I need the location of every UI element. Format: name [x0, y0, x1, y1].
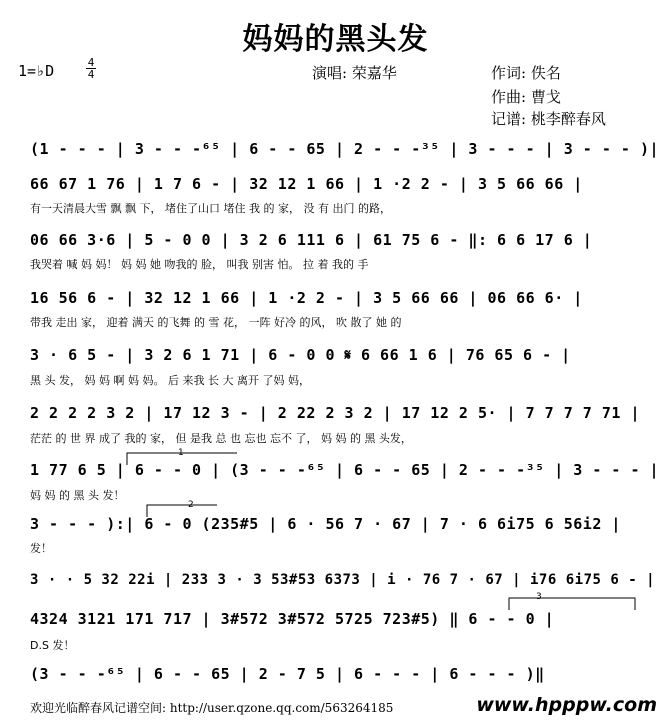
- time-signature-bottom: 4: [87, 68, 95, 81]
- lyrics-row-8: 发！: [30, 542, 52, 555]
- lyrics-row-10: D.S 发！: [30, 639, 75, 652]
- time-signature: [86, 57, 96, 80]
- notation-row-7: 1 77 6 5 | 6 - - 0 | (3 - - -⁶⁵ | 6 - - 65 | 2 - - -³⁵ | 3 - - - |: [30, 461, 660, 479]
- lyrics-row-3: 我哭着 喊 妈 妈！ 妈 妈 她 吻我的 脸， 叫我 别害 怕。 拉 着 我的 手: [30, 258, 369, 271]
- notation-row-5: 3 · 6 5 - | 3 2 6 1 71 | 6 - 0 0 𝄋 6 66 1 6 | 76 65 6 - |: [30, 346, 571, 364]
- lyrics-row-2: 有一天清晨大雪 飘 飘 下， 堵住了山口 堵住 我 的 家， 没 有 出门 的路，: [30, 202, 391, 215]
- lyrics-row-7: 妈 妈 的 黑 头 发！: [30, 489, 125, 502]
- lyrics-row-4: 带我 走出 家， 迎着 满天 的飞舞 的 雪 花， 一阵 好冷 的风， 吹 散了 她 的: [30, 316, 402, 329]
- notation-row-3: 06 66 3·6 | 5 - 0 0 | 3 2 6 111 6 | 61 75 6 - ‖: 6 6 17 6 |: [30, 231, 593, 249]
- key-signature: 1=♭D: [18, 62, 55, 80]
- notation-row-2: 66 67 1 76 | 1 7 6 - | 32 12 1 66 | 1 ·2 2 - | 3 5 66 66 |: [30, 175, 583, 193]
- notation-row-4: 16 56 6 - | 32 12 1 66 | 1 ·2 2 - | 3 5 66 66 | 06 66 6· |: [30, 289, 583, 307]
- notation-row-6: 2 2 2 2 3 2 | 17 12 3 - | 2 22 2 3 2 | 17 12 2 5· | 7 7 7 7 71 |: [30, 404, 640, 422]
- time-signature-top: 4: [87, 56, 95, 69]
- notation-row-10: 4324 3121 171 717 | 3#572 3#572 5725 723#5) ‖ 6 - - 0 |: [30, 610, 555, 628]
- lyrics-row-6: 茫茫 的 世 界 成了 我的 家， 但 是我 总 也 忘也 忘不 了， 妈 妈 的 黑 头发，: [30, 432, 412, 445]
- notation-row-1: (1 - - - | 3 - - -⁶⁵ | 6 - - 65 | 2 - - -³⁵ | 3 - - - | 3 - - - )|: [30, 140, 660, 158]
- volta-2-label: 2: [188, 500, 194, 510]
- lyrics-row-5: 黑 头 发， 妈 妈 啊 妈 妈。 后 来我 长 大 离开 了妈 妈，: [30, 374, 310, 387]
- notation-row-11: (3 - - -⁶⁵ | 6 - - 65 | 2 - 7 5 | 6 - - - | 6 - - - )‖: [30, 665, 545, 683]
- song-title: 妈妈的黑头发: [242, 22, 429, 57]
- composer-credit: 作曲: 曹戈: [491, 88, 561, 106]
- transcriber-credit: 记谱: 桃李醉春风: [491, 110, 606, 128]
- volta-3-bracket: [508, 597, 636, 611]
- watermark: www.hpppw.com: [476, 694, 657, 716]
- notation-row-8: 3 - - - ):| 6 - 0 (235#5 | 6 · 56 7 · 67 | 7 · 6 6i75 6 56i2 |: [30, 515, 621, 533]
- lyricist-credit: 作词: 佚名: [491, 64, 561, 82]
- footer-text: 欢迎光临醉春风记谱空间: http://user.qzone.qq.com/563264185: [30, 701, 394, 715]
- notation-row-9: 3 · · 5 32 22i | 233 3 · 3 53#53 6373 | i · 76 7 · 67 | i76 6i75 6 - |: [30, 572, 656, 588]
- volta-1-label: 1: [178, 448, 184, 458]
- volta-3-label: 3: [536, 592, 542, 602]
- singer-credit: 演唱: 荣嘉华: [312, 64, 397, 82]
